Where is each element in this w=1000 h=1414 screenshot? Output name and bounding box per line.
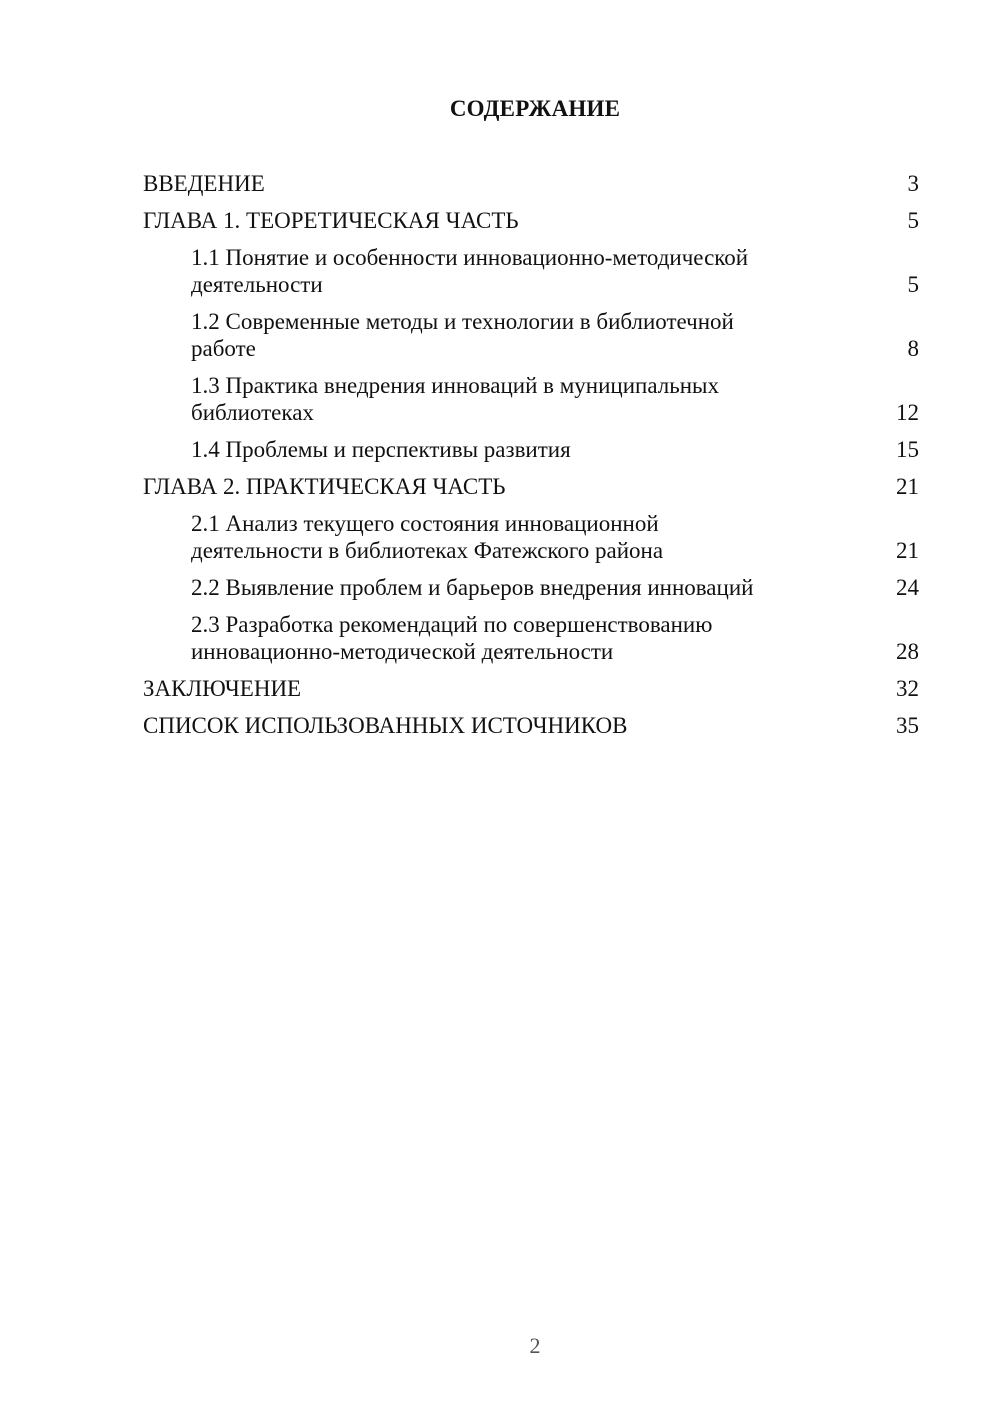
toc-entry-chapter-1[interactable] [143, 207, 919, 234]
toc-entry-text: ЗАКЛЮЧЕНИЕ [143, 676, 302, 701]
toc-entry-text: 1.3 Практика внедрения инноваций в муниципальных библиотеках [191, 373, 719, 425]
toc-entry-chapter-2[interactable] [143, 473, 919, 500]
toc-entry-text: 1.2 Современные методы и технологии в библиотечной работе [191, 309, 734, 361]
toc-entry-text: 2.2 Выявление проблем и барьеров внедрения инноваций [191, 575, 754, 600]
toc-entry-text: СПИСОК ИСПОЛЬЗОВАННЫХ ИСТОЧНИКОВ [143, 713, 628, 738]
toc-entry-introduction[interactable] [143, 170, 919, 197]
toc-entry-page: 5 [907, 272, 919, 297]
toc-entry-page: 8 [907, 336, 919, 361]
toc-entry-text: ГЛАВА 1. ТЕОРЕТИЧЕСКАЯ ЧАСТЬ [143, 208, 519, 233]
page-title: СОДЕРЖАНИЕ [449, 96, 621, 121]
toc-entry-section-2-3[interactable] [143, 611, 919, 665]
table-of-contents [143, 170, 919, 749]
toc-entry-conclusion[interactable] [143, 675, 919, 702]
toc-entry-section-2-2[interactable] [143, 574, 919, 601]
toc-entry-text: 1.1 Понятие и особенности инновационно-методической деятельности [191, 245, 749, 297]
toc-entry-page: 28 [896, 639, 919, 664]
toc-entry-page: 32 [896, 676, 919, 701]
toc-entry-section-2-1[interactable] [143, 510, 919, 564]
toc-entry-section-1-2[interactable] [143, 308, 919, 362]
toc-entry-text: ГЛАВА 2. ПРАКТИЧЕСКАЯ ЧАСТЬ [143, 474, 506, 499]
toc-entry-page: 21 [896, 474, 919, 499]
toc-entry-section-1-3[interactable] [143, 372, 919, 426]
toc-entry-page: 21 [896, 538, 919, 563]
toc-entry-text: ВВЕДЕНИЕ [143, 171, 265, 196]
toc-entry-section-1-4[interactable] [143, 436, 919, 463]
toc-entry-page: 12 [896, 400, 919, 425]
toc-entry-text: 2.3 Разработка рекомендаций по совершенствованию инновационно-методической деятельности [191, 612, 713, 664]
toc-entry-page: 5 [907, 208, 919, 233]
toc-entry-text: 2.1 Анализ текущего состояния инновационной деятельности в библиотеках Фатежского района [191, 511, 664, 563]
toc-entry-section-1-1[interactable] [143, 244, 919, 298]
page-number: 2 [529, 1333, 541, 1358]
toc-entry-page: 3 [907, 171, 919, 196]
toc-entry-page: 35 [896, 713, 919, 738]
toc-entry-text: 1.4 Проблемы и перспективы развития [191, 437, 571, 462]
toc-entry-page: 15 [896, 437, 919, 462]
toc-entry-page: 24 [896, 575, 919, 600]
toc-entry-references[interactable] [143, 712, 919, 739]
